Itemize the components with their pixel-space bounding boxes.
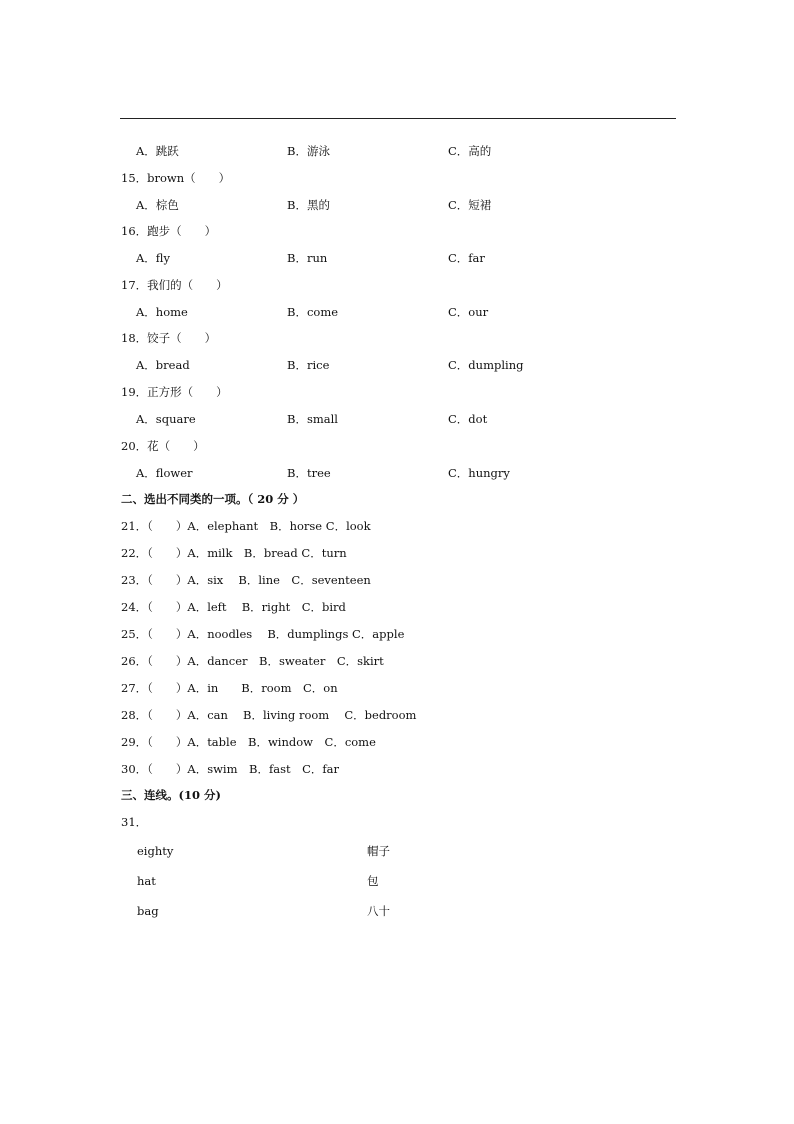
q17-option-a: A．home: [136, 305, 188, 319]
q18-stem: 18．饺子（ ）: [121, 331, 217, 345]
q15-stem: 15．brown（ ）: [121, 171, 231, 185]
q18-option-c: C．dumpling: [448, 358, 524, 372]
q27-line: 27．（ ）A．in B．room C．on: [121, 681, 338, 695]
q23-line: 23．（ ）A．six B．line C．seventeen: [121, 573, 371, 587]
match-left-1: eighty: [137, 844, 174, 858]
q14-option-a: A．跳跃: [136, 144, 179, 158]
q20-option-b: B．tree: [287, 466, 331, 480]
q20-option-c: C．hungry: [448, 466, 510, 480]
match-right-3: 八十: [367, 904, 390, 918]
q28-line: 28．（ ）A．can B．living room C．bedroom: [121, 708, 417, 722]
header-rule: [120, 118, 676, 119]
q14-option-c: C．高的: [448, 144, 492, 158]
q31-number: 31．: [121, 815, 148, 829]
q15-option-a: A．棕色: [136, 198, 179, 212]
q19-option-a: A．square: [136, 412, 196, 426]
q16-option-a: A．fly: [136, 251, 170, 265]
q17-option-c: C．our: [448, 305, 489, 319]
q26-line: 26．（ ）A．dancer B．sweater C．skirt: [121, 654, 384, 668]
q19-option-b: B．small: [287, 412, 338, 426]
q15-option-b: B．黑的: [287, 198, 330, 212]
q29-line: 29．（ ）A．table B．window C．come: [121, 735, 376, 749]
q14-option-b: B．游泳: [287, 144, 330, 158]
match-right-2: 包: [367, 874, 379, 888]
q19-option-c: C．dot: [448, 412, 488, 426]
q20-stem: 20．花（ ）: [121, 439, 205, 453]
q18-option-b: B．rice: [287, 358, 330, 372]
q25-line: 25．（ ）A．noodles B．dumplings C．apple: [121, 627, 405, 641]
match-right-1: 帽子: [367, 844, 390, 858]
section2-title: 二、选出不同类的一项。（ 20 分 ）: [121, 492, 305, 506]
q16-option-b: B．run: [287, 251, 328, 265]
q15-option-c: C．短裙: [448, 198, 492, 212]
q20-option-a: A．flower: [136, 466, 193, 480]
q17-option-b: B．come: [287, 305, 339, 319]
q17-stem: 17．我们的（ ）: [121, 278, 228, 292]
q16-option-c: C．far: [448, 251, 485, 265]
q16-stem: 16．跑步（ ）: [121, 224, 217, 238]
section3-title: 三、连线。(10 分): [121, 788, 221, 802]
match-left-3: bag: [137, 904, 159, 918]
q22-line: 22．（ ）A．milk B．bread C．turn: [121, 546, 347, 560]
q24-line: 24．（ ）A．left B．right C．bird: [121, 600, 346, 614]
q18-option-a: A．bread: [136, 358, 190, 372]
q30-line: 30．（ ）A．swim B．fast C．far: [121, 762, 340, 776]
q21-line: 21．（ ）A．elephant B．horse C．look: [121, 519, 371, 533]
match-left-2: hat: [137, 874, 156, 888]
q19-stem: 19．正方形（ ）: [121, 385, 228, 399]
